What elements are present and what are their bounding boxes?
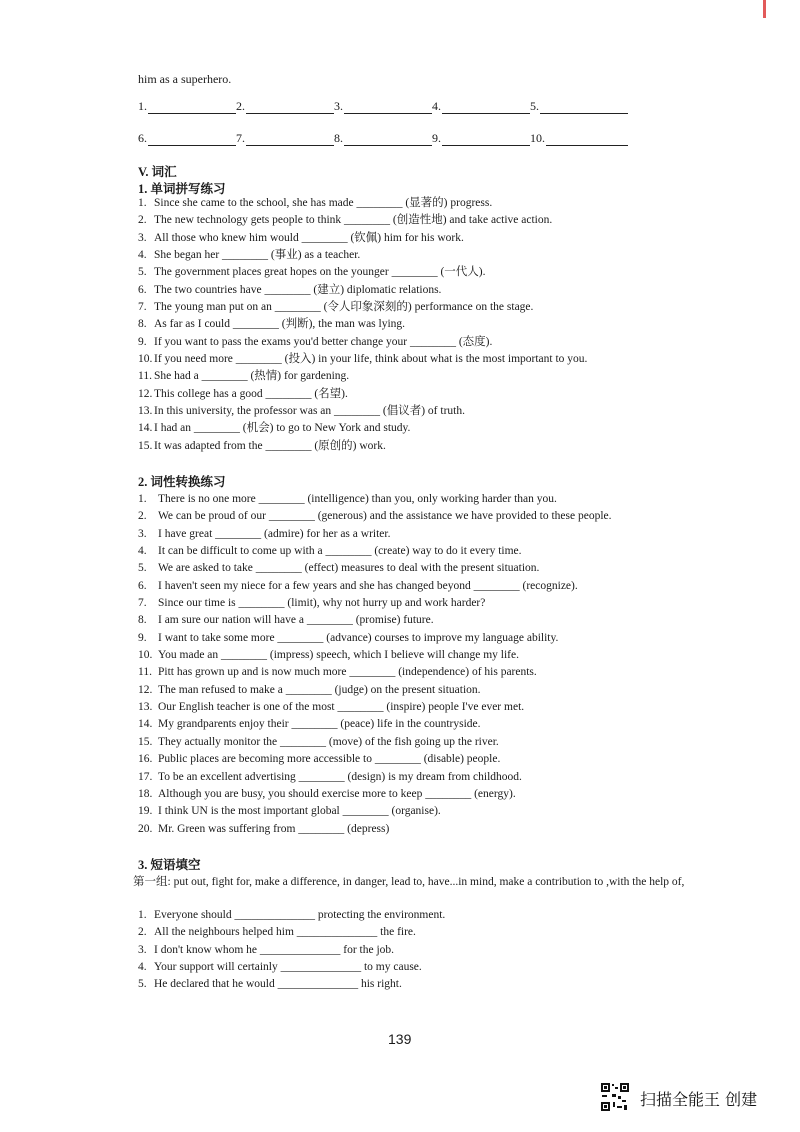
item-number: 10. — [138, 353, 153, 366]
item-text[interactable]: The new technology gets people to think ________ (创造性地) and take active action. — [154, 214, 553, 227]
list-item — [138, 647, 698, 664]
item-number: 16. — [138, 753, 153, 766]
item-number: 10. — [138, 649, 153, 662]
item-text[interactable]: They actually monitor the ________ (move) of the fish going up the river. — [158, 735, 499, 748]
item-number: 13. — [138, 405, 153, 418]
list-item — [138, 212, 698, 229]
answer-blank-label: 1. — [138, 99, 147, 113]
item-number: 1. — [138, 909, 147, 921]
item-text[interactable]: In this university, the professor was an ________ (倡议者) of truth. — [154, 405, 465, 418]
edge-mark — [763, 0, 766, 18]
item-text[interactable]: This college has a good ________ (名望). — [154, 387, 348, 400]
item-number: 2. — [138, 926, 147, 939]
answer-row-1 — [138, 99, 658, 114]
item-text[interactable]: I am sure our nation will have a ________ (promise) future. — [158, 614, 434, 627]
item-number: 7. — [138, 597, 147, 610]
list-item — [138, 526, 698, 543]
answer-blank-line[interactable] — [148, 133, 236, 146]
item-text[interactable]: The government places great hopes on the younger ________ (一代人). — [154, 266, 486, 279]
answer-blank-line[interactable] — [344, 133, 432, 146]
item-number: 20. — [138, 822, 153, 835]
answer-blank-line[interactable] — [540, 101, 628, 114]
item-number: 2. — [138, 214, 147, 227]
item-text[interactable]: She had a ________ (热情) for gardening. — [154, 370, 350, 383]
item-number: 8. — [138, 614, 147, 627]
list-item — [138, 247, 698, 264]
list-item — [138, 264, 698, 281]
item-text[interactable]: She began her ________ (事业) as a teacher. — [154, 249, 361, 262]
item-text[interactable]: Since our time is ________ (limit), why not hurry up and work harder? — [158, 597, 486, 610]
item-number: 7. — [138, 301, 147, 314]
list-item — [138, 351, 698, 368]
item-number: 5. — [138, 266, 147, 279]
item-number: 14. — [138, 422, 153, 435]
scanner-brand: 扫描全能王 创建 — [640, 1090, 758, 1109]
item-number: 11. — [138, 666, 152, 679]
subsection-title-1: 1. 单词拼写练习 — [138, 182, 226, 196]
list-item — [138, 630, 698, 647]
section-title: V. 词汇 — [138, 165, 177, 179]
item-text[interactable]: Everyone should ______________ protecting the environment. — [154, 909, 446, 921]
item-number: 13. — [138, 701, 153, 714]
list-item — [138, 821, 698, 838]
page-number: 139 — [388, 1031, 412, 1047]
list-item — [138, 612, 698, 629]
item-text[interactable]: If you want to pass the exams you'd better change your ________ (态度). — [154, 335, 493, 348]
phrase-bank: 第一组: put out, fight for, make a difference, in danger, lead to, have...in mind, make a contribution to ,with the help of, — [133, 876, 685, 888]
item-text[interactable]: I have great ________ (admire) for her as a writer. — [158, 527, 391, 540]
list-item — [138, 420, 698, 437]
item-number: 14. — [138, 718, 153, 731]
item-text[interactable]: The young man put on an ________ (令人印象深刻的) performance on the stage. — [154, 301, 534, 314]
item-text[interactable]: My grandparents enjoy their ________ (peace) life in the countryside. — [158, 718, 481, 731]
item-number: 4. — [138, 545, 147, 558]
answer-blank-label: 10. — [530, 131, 545, 145]
answer-blank-line[interactable] — [246, 101, 334, 114]
list-item — [138, 924, 698, 941]
answer-blank-label: 6. — [138, 131, 147, 145]
item-number: 19. — [138, 805, 153, 818]
list-item — [138, 664, 698, 681]
answer-blank[interactable] — [432, 99, 530, 114]
answer-blank[interactable] — [432, 131, 530, 146]
item-number: 5. — [138, 562, 147, 575]
list-item — [138, 282, 698, 299]
item-number: 15. — [138, 735, 153, 748]
item-text[interactable]: I haven't seen my niece for a few years and she has changed beyond ________ (recognize). — [158, 579, 578, 592]
item-number: 3. — [138, 943, 147, 956]
item-text[interactable]: It was adapted from the ________ (原创的) work. — [154, 439, 386, 452]
item-text[interactable]: I want to take some more ________ (advance) courses to improve my language ability. — [158, 631, 559, 644]
item-text[interactable]: Since she came to the school, she has made ________ (显著的) progress. — [154, 197, 493, 209]
list-item — [138, 734, 698, 751]
answer-blank[interactable] — [236, 131, 334, 146]
answer-blank-line[interactable] — [148, 101, 236, 114]
list-item — [138, 299, 698, 316]
list-item — [138, 543, 698, 560]
item-number: 1. — [138, 493, 147, 505]
list-item — [138, 595, 698, 612]
item-text[interactable]: If you need more ________ (投入) in your life, think about what is the most important to you. — [154, 353, 588, 366]
item-text[interactable]: Public places are becoming more accessible to ________ (disable) people. — [158, 753, 501, 766]
answer-blank[interactable] — [236, 99, 334, 114]
item-text[interactable]: The two countries have ________ (建立) diplomatic relations. — [154, 283, 442, 296]
answer-blank[interactable] — [530, 131, 628, 146]
item-text[interactable]: All those who knew him would ________ (钦佩) him for his work. — [154, 231, 464, 244]
item-number: 2. — [138, 510, 147, 523]
list-item — [138, 907, 698, 924]
subsection-title-3: 3. 短语填空 — [138, 858, 201, 872]
list-item — [138, 786, 698, 803]
list-item — [138, 560, 698, 577]
answer-blank-line[interactable] — [344, 101, 432, 114]
item-number: 4. — [138, 249, 147, 262]
item-number: 1. — [138, 197, 147, 209]
qr-code-icon — [600, 1082, 630, 1112]
list-item — [138, 976, 698, 993]
answer-blank-label: 2. — [236, 99, 245, 113]
list-item — [138, 230, 698, 247]
item-text[interactable]: I don't know whom he ______________ for the job. — [154, 943, 395, 956]
item-number: 17. — [138, 770, 153, 783]
item-text[interactable]: Mr. Green was suffering from ________ (depress) — [158, 822, 390, 835]
item-text[interactable]: As far as I could ________ (判断), the man was lying. — [154, 318, 406, 331]
answer-blank[interactable] — [530, 99, 628, 114]
item-text[interactable]: Your support will certainly ______________ to my cause. — [154, 961, 422, 974]
item-number: 4. — [138, 961, 147, 974]
answer-blank-label: 4. — [432, 99, 441, 113]
item-text[interactable]: I think UN is the most important global ________ (organise). — [158, 805, 441, 818]
list-item — [138, 716, 698, 733]
item-text[interactable]: He declared that he would ______________ his right. — [154, 978, 402, 991]
item-number: 6. — [138, 579, 147, 592]
list-item — [138, 959, 698, 976]
item-text[interactable]: We can be proud of our ________ (generous) and the assistance we have provided to these people. — [158, 510, 612, 523]
answer-blank-label: 5. — [530, 99, 539, 113]
item-number: 9. — [138, 631, 147, 644]
phrase-list — [138, 907, 698, 994]
list-item — [138, 334, 698, 351]
list-item — [138, 578, 698, 595]
intro-text: him as a superhero. — [138, 72, 232, 86]
item-text[interactable]: Pitt has grown up and is now much more ________ (independence) of his parents. — [158, 666, 537, 679]
answer-row-2 — [138, 131, 658, 146]
item-text[interactable]: You made an ________ (impress) speech, which I believe will change my life. — [158, 649, 519, 662]
item-number: 12. — [138, 387, 153, 400]
list-item — [138, 368, 698, 385]
list-item — [138, 769, 698, 786]
list-item — [138, 195, 698, 212]
item-text[interactable]: There is no one more ________ (intelligence) than you, only working harder than you. — [158, 493, 557, 505]
answer-blank-label: 8. — [334, 131, 343, 145]
item-text[interactable]: The man refused to make a ________ (judge) on the present situation. — [158, 683, 481, 696]
item-text[interactable]: All the neighbours helped him ______________ the fire. — [154, 926, 416, 939]
answer-blank-label: 9. — [432, 131, 441, 145]
list-item — [138, 386, 698, 403]
answer-blank[interactable] — [138, 131, 236, 146]
item-text[interactable]: Our English teacher is one of the most ________ (inspire) people I've ever met. — [158, 701, 525, 714]
answer-blank-line[interactable] — [442, 101, 530, 114]
item-text[interactable]: We are asked to take ________ (effect) measures to deal with the present situation. — [158, 562, 540, 575]
list-item — [138, 803, 698, 820]
answer-blank[interactable] — [334, 99, 432, 114]
list-item — [138, 316, 698, 333]
item-text[interactable]: Although you are busy, you should exercise more to keep ________ (energy). — [158, 787, 516, 800]
list-item — [138, 491, 698, 508]
answer-blank[interactable] — [138, 99, 236, 114]
list-item — [138, 751, 698, 768]
answer-blank-line[interactable] — [442, 133, 530, 146]
spelling-list — [138, 195, 698, 455]
list-item — [138, 682, 698, 699]
item-text[interactable]: To be an excellent advertising ________ (design) is my dream from childhood. — [158, 770, 522, 783]
item-number: 8. — [138, 318, 147, 331]
list-item — [138, 942, 698, 959]
item-number: 12. — [138, 683, 153, 696]
list-item — [138, 508, 698, 525]
list-item — [138, 438, 698, 455]
answer-blank-line[interactable] — [246, 133, 334, 146]
item-number: 3. — [138, 231, 147, 244]
item-number: 3. — [138, 527, 147, 540]
word-form-list — [138, 491, 698, 838]
item-text[interactable]: I had an ________ (机会) to go to New York and study. — [154, 422, 411, 435]
answer-blank-line[interactable] — [546, 133, 628, 146]
answer-blank-label: 3. — [334, 99, 343, 113]
list-item — [138, 403, 698, 420]
item-number: 9. — [138, 335, 147, 348]
answer-blank-label: 7. — [236, 131, 245, 145]
item-text[interactable]: It can be difficult to come up with a ________ (create) way to do it every time. — [158, 545, 522, 558]
item-number: 18. — [138, 787, 153, 800]
item-number: 5. — [138, 978, 147, 991]
item-number: 15. — [138, 439, 153, 452]
subsection-title-2: 2. 词性转换练习 — [138, 475, 226, 489]
list-item — [138, 699, 698, 716]
item-number: 11. — [138, 370, 152, 383]
answer-blank[interactable] — [334, 131, 432, 146]
item-number: 6. — [138, 283, 147, 296]
